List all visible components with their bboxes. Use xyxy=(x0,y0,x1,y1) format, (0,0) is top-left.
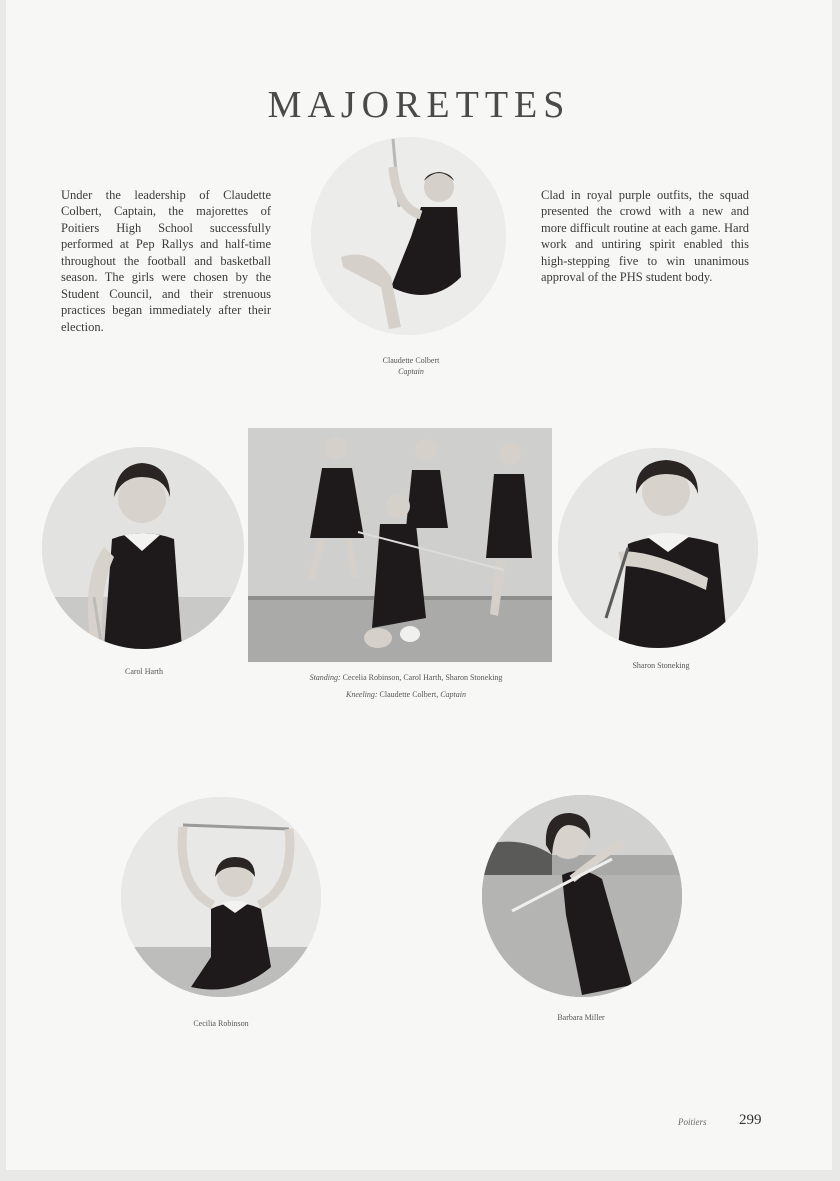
standing-names: Cecelia Robinson, Carol Harth, Sharon Stoneking xyxy=(342,673,503,682)
yearbook-page xyxy=(6,0,832,1170)
barbara-miller-photo xyxy=(482,795,682,997)
kneeling-label: Kneeling: xyxy=(346,690,378,699)
sharon-stoneking-caption: Sharon Stoneking xyxy=(632,661,690,670)
cecilia-robinson-photo xyxy=(121,797,321,997)
page-number: 299 xyxy=(739,1112,762,1128)
intro-paragraph: Under the leadership of Claudette Colbert, Captain, the majorettes of Poitiers High School successfully performed at Pep Rallys and half-time throughout the football and basketball season. The girls were chosen by the Student Council, and their strenuous practices began immediately after their election. xyxy=(61,187,271,334)
barbara-miller-caption: Barbara Miller xyxy=(557,1013,605,1022)
kneeling-role: Captain xyxy=(440,690,466,699)
carol-harth-photo xyxy=(42,447,244,649)
captain-caption xyxy=(346,355,476,377)
group-photo xyxy=(248,428,552,662)
kneeling-names: Claudette Colbert, xyxy=(379,690,439,699)
captain-name: Claudette Colbert xyxy=(382,356,440,365)
page-title: MAJORETTES xyxy=(267,84,571,127)
captain-role: Captain xyxy=(398,367,424,376)
carol-harth-caption: Carol Harth xyxy=(125,667,163,676)
cecilia-robinson-caption: Cecilia Robinson xyxy=(193,1019,249,1028)
sharon-stoneking-photo xyxy=(558,448,758,648)
group-caption xyxy=(296,672,516,700)
captain-photo xyxy=(311,137,506,335)
folio-label: Poitiers xyxy=(678,1117,707,1127)
outfit-paragraph: Clad in royal purple outfits, the squad presented the crowd with a new and more difficult routine at each game. Hard work and untiring spirit enabled this high-stepping five to win unanimous approval of the PHS student body. xyxy=(541,187,749,284)
standing-label: Standing: xyxy=(309,673,341,682)
